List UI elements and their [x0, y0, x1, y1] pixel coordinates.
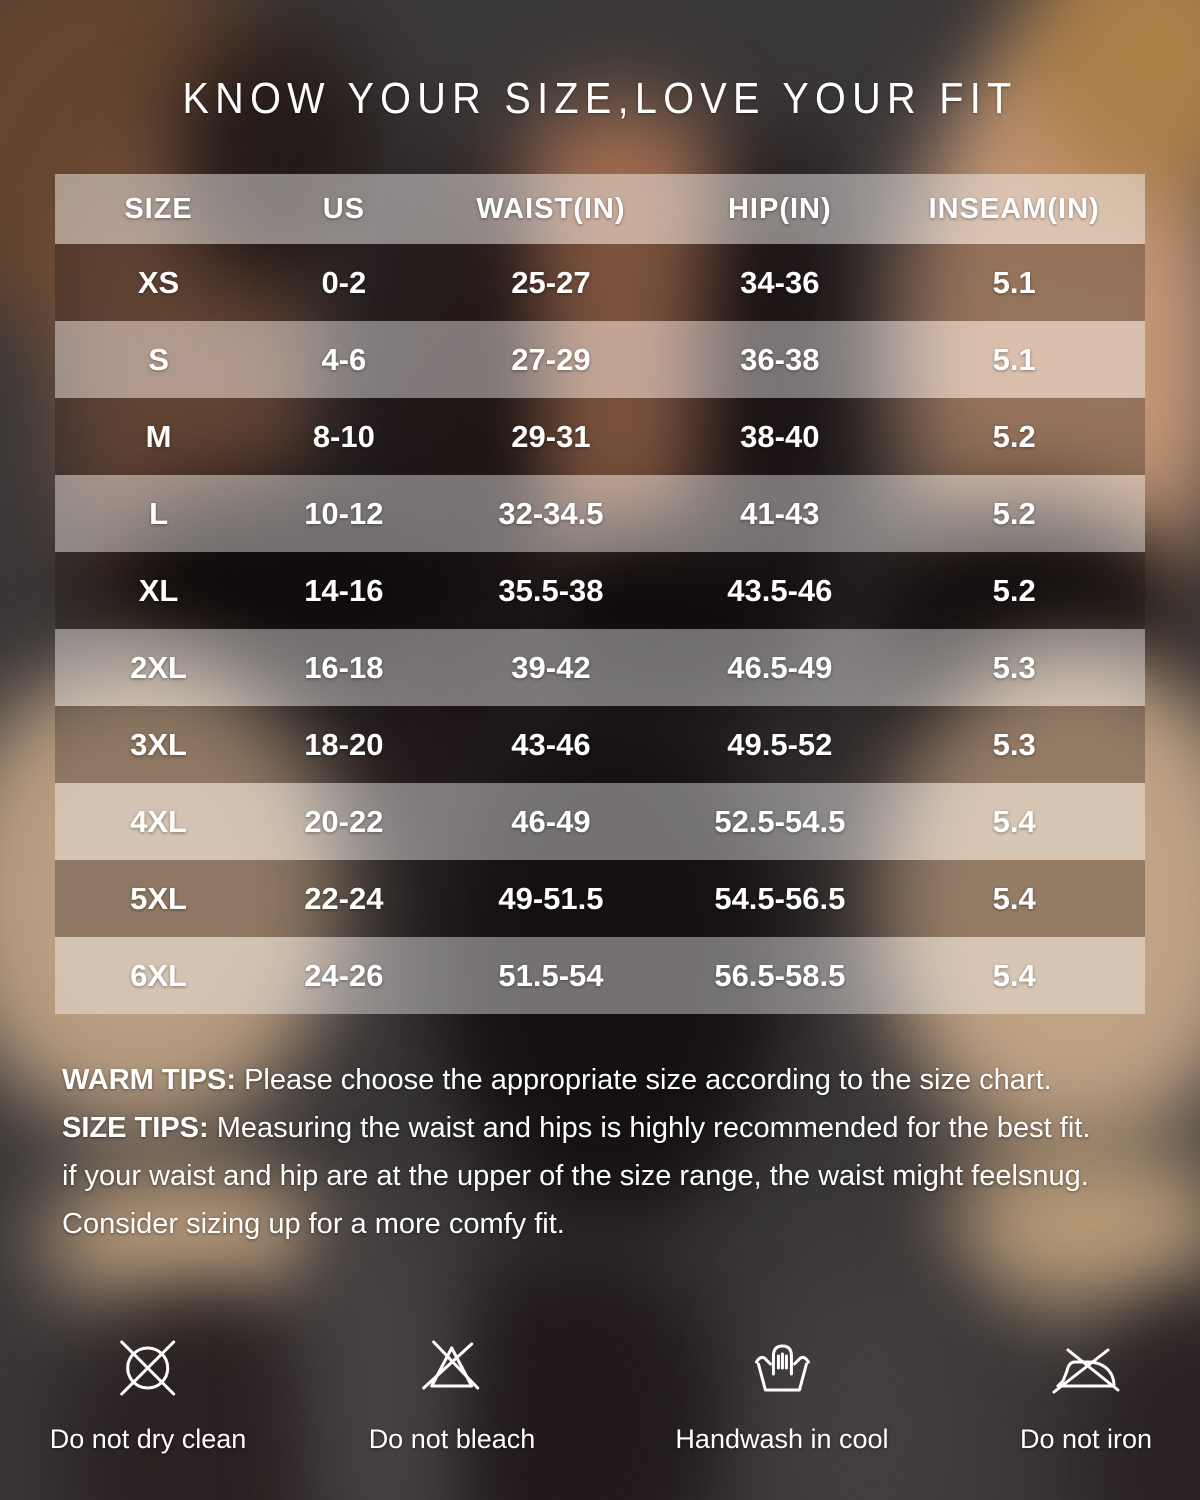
handwash-icon — [742, 1330, 822, 1410]
cell-size: XL — [138, 572, 179, 608]
care-label: Do not bleach — [368, 1424, 536, 1454]
cell-inseam: 5.4 — [992, 957, 1036, 993]
column-header-inseam: INSEAM(IN) — [928, 192, 1100, 225]
cell-size: XS — [137, 264, 180, 300]
cell-waist: 32-34.5 — [498, 495, 604, 531]
cell-us: 16-18 — [304, 649, 384, 685]
cell-size: S — [148, 341, 169, 377]
cell-size: 5XL — [130, 880, 187, 916]
size-tips-line-3: Consider sizing up for a more comfy fit. — [62, 1208, 565, 1240]
cell-inseam: 5.4 — [992, 880, 1036, 916]
table-header-row — [55, 174, 1145, 244]
cell-inseam: 5.4 — [992, 803, 1036, 839]
cell-hip: 52.5-54.5 — [714, 803, 846, 839]
cell-us: 10-12 — [304, 495, 384, 531]
cell-hip: 43.5-46 — [727, 572, 833, 608]
cell-inseam: 5.2 — [992, 418, 1036, 454]
cell-waist: 46-49 — [511, 803, 591, 839]
cell-size: M — [145, 418, 172, 454]
cell-waist: 25-27 — [511, 264, 591, 300]
cell-waist: 35.5-38 — [498, 572, 604, 608]
cell-hip: 38-40 — [740, 418, 820, 454]
page-title: KNOW YOUR SIZE,LOVE YOUR FIT — [182, 74, 1018, 123]
cell-waist: 43-46 — [511, 726, 591, 762]
cell-waist: 51.5-54 — [498, 957, 604, 993]
cell-waist: 49-51.5 — [498, 880, 604, 916]
cell-us: 4-6 — [321, 341, 367, 377]
tips-section — [62, 1056, 1147, 1248]
cell-hip: 56.5-58.5 — [714, 957, 846, 993]
column-header-us: US — [322, 192, 365, 225]
table-row-4xl — [55, 783, 1145, 860]
warm-tips-label: WARM TIPS: — [62, 1064, 236, 1096]
cell-waist: 39-42 — [511, 649, 591, 685]
cell-inseam: 5.2 — [992, 495, 1036, 531]
table-row-6xl — [55, 937, 1145, 1014]
do-not-dry-clean-icon — [108, 1330, 188, 1410]
cell-size: 4XL — [130, 803, 187, 839]
size-tips-line-2: if your waist and hip are at the upper of the size range, the waist might feelsnug. — [62, 1160, 1089, 1192]
care-label: Do not dry clean — [49, 1424, 247, 1454]
warm-tips-text: Please choose the appropriate size according to the size chart. — [244, 1064, 1052, 1096]
table-row-m — [55, 398, 1145, 475]
cell-size: 2XL — [130, 649, 187, 685]
cell-size: 3XL — [130, 726, 187, 762]
cell-us: 20-22 — [304, 803, 384, 839]
column-header-hip: HIP(IN) — [727, 192, 832, 225]
cell-hip: 49.5-52 — [727, 726, 833, 762]
care-label: Do not iron — [1019, 1424, 1153, 1454]
cell-hip: 41-43 — [740, 495, 820, 531]
cell-hip: 46.5-49 — [727, 649, 833, 685]
table-row-s — [55, 321, 1145, 398]
cell-waist: 29-31 — [511, 418, 591, 454]
cell-us: 22-24 — [304, 880, 384, 916]
cell-size: L — [149, 495, 169, 531]
cell-inseam: 5.1 — [992, 341, 1036, 377]
table-row-5xl — [55, 860, 1145, 937]
table-row-3xl — [55, 706, 1145, 783]
column-header-waist: WAIST(IN) — [476, 192, 626, 225]
cell-inseam: 5.2 — [992, 572, 1036, 608]
cell-inseam: 5.3 — [992, 649, 1036, 685]
warm-tips-line — [62, 1056, 1147, 1104]
size-chart-table — [55, 174, 1145, 1014]
cell-us: 0-2 — [321, 264, 367, 300]
cell-us: 24-26 — [304, 957, 384, 993]
table-row-xl — [55, 552, 1145, 629]
cell-us: 14-16 — [304, 572, 384, 608]
column-header-size: SIZE — [124, 192, 193, 225]
care-label: Handwash in cool — [675, 1424, 889, 1454]
care-item-do-not-dry-clean — [50, 1330, 247, 1455]
size-tips-text: Measuring the waist and hips is highly recommended for the best fit. — [216, 1112, 1091, 1144]
size-tips-line — [62, 1104, 1147, 1152]
table-row-2xl — [55, 629, 1145, 706]
do-not-bleach-icon — [412, 1330, 492, 1410]
care-item-handwash — [675, 1330, 888, 1455]
table-row-l — [55, 475, 1145, 552]
cell-hip: 54.5-56.5 — [714, 880, 846, 916]
cell-waist: 27-29 — [511, 341, 591, 377]
table-row-xs — [55, 244, 1145, 321]
do-not-iron-icon — [1046, 1330, 1126, 1410]
cell-inseam: 5.1 — [992, 264, 1036, 300]
care-item-do-not-iron — [1020, 1330, 1152, 1455]
cell-inseam: 5.3 — [992, 726, 1036, 762]
care-item-do-not-bleach — [369, 1330, 536, 1455]
cell-hip: 36-38 — [740, 341, 820, 377]
size-tips-label: SIZE TIPS: — [62, 1112, 209, 1144]
cell-us: 18-20 — [304, 726, 384, 762]
cell-hip: 34-36 — [740, 264, 820, 300]
cell-size: 6XL — [130, 957, 187, 993]
cell-us: 8-10 — [312, 418, 375, 454]
